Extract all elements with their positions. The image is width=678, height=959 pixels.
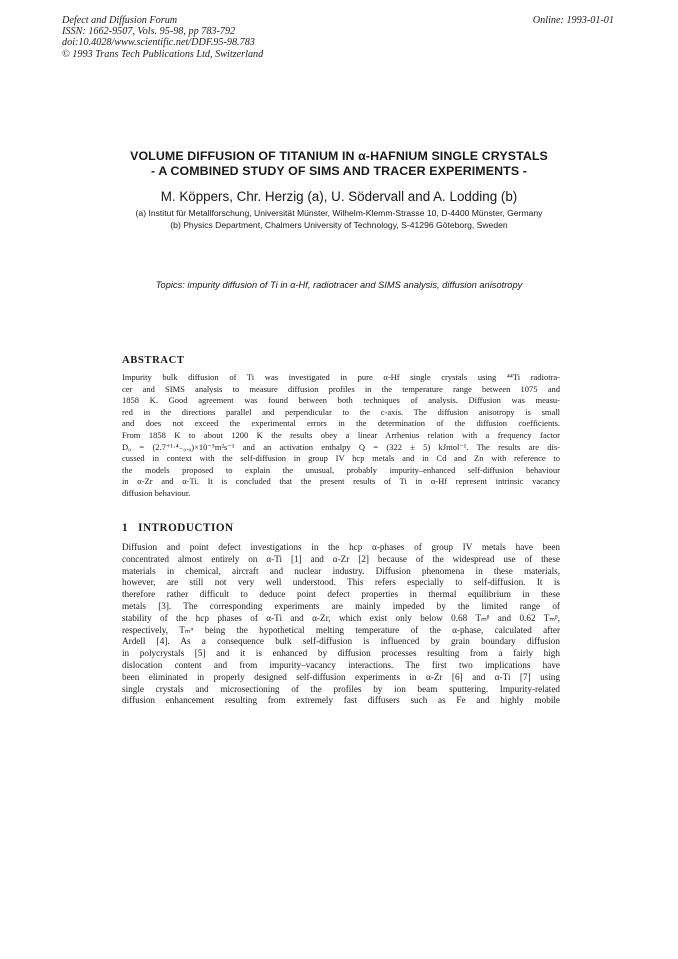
paper-title-line-1: VOLUME DIFFUSION OF TITANIUM IN α-HAFNIUM SINGLE CRYSTALS: [130, 149, 548, 163]
abstract-line: D₀ = (2.7⁺¹·⁴₋₀.₉)×10⁻⁵m²s⁻¹ and an activation enthalpy Q = (322 ± 5) kJmol⁻¹. The results are dis-: [122, 441, 560, 452]
intro-line: however, are still not very well understood. This refers especially to self-diffusion. It is: [122, 577, 560, 588]
intro-line: dislocation content and from impurity–vacancy interactions. The first two implications have: [122, 659, 560, 670]
intro-line: respectively, Tₘᵅ being the hypothetical melting temperature of the α-phase, calculated after: [122, 624, 560, 635]
abstract-line: diffusion behaviour.: [122, 487, 191, 498]
intro-line: in polycrystals [5] and it is enhanced by diffusion processes resulting from a fairly high: [122, 648, 560, 659]
abstract-line: 1858 K. Good agreement was found between both techniques of analysis. Diffusion was measu-: [122, 395, 560, 406]
copyright: © 1993 Trans Tech Publications Ltd, Switzerland: [62, 48, 264, 60]
intro-line: been eliminated in properly designed self-diffusion experiments in α-Zr [6] and α-Ti [7] using: [122, 671, 560, 682]
intro-line: diffusion enhancement resulting from extremely fast diffusers such as Fe and highly mobile: [122, 695, 560, 706]
intro-line: Diffusion and point defect investigations in the hcp α-phases of group IV metals have been: [122, 542, 560, 552]
intro-line: concentrated almost entirely on α-Ti [1] and α-Zr [2] because of the widespread use of these: [122, 553, 560, 564]
journal-citation-header: [62, 15, 263, 60]
abstract-line: in α-Zr and α-Ti. It is concluded that the present results of Ti in α-Hf represent intrinsic vacancy: [122, 476, 560, 487]
introduction-heading: [122, 522, 234, 534]
abstract-line: the models proposed to explain the unusual, probably impurity–enhanced self-diffusion behaviour: [122, 464, 560, 475]
abstract-line: cer and SIMS analysis to measure diffusion profiles in the temperature range between 1075 and: [122, 383, 560, 394]
intro-line: metals [3]. The corresponding experiments are mainly impeded by the limited range of: [122, 600, 560, 611]
intro-line: materials in chemical, aircraft and nuclear industry. Diffusion phenomena in these materials,: [122, 565, 560, 576]
online-date: Online: 1993-01-01: [532, 15, 614, 26]
abstract-line: cussed in context with the self-diffusion in group IV hcp metals and in Cd and Zn with reference to: [122, 453, 560, 464]
introduction-body: [122, 542, 560, 707]
affiliation-a: (a) Institut für Metallforschung, Universität Münster, Wilhelm-Klemm-Strasse 10, D-4400 Münster, Germany: [135, 208, 543, 218]
intro-line: stability of the hcp phases of α-Ti and α-Zr, which exist only below 0.68 Tₘᵝ and 0.62 Tₘᵝ,: [122, 612, 560, 623]
intro-line: therefore rather difficult to deduce point defect properties in thermal equilibrium in these: [122, 589, 560, 600]
abstract-line: From 1858 K to about 1200 K the results obey a linear Arrhenius relation with a frequency factor: [122, 429, 560, 440]
abstract-heading: ABSTRACT: [122, 355, 185, 366]
intro-line: single crystals and microsectioning of the profiles by ion beam sputtering. Impurity-related: [122, 683, 560, 694]
author-list: M. Köppers, Chr. Herzig (a), U. Södervall and A. Lodding (b): [160, 189, 518, 204]
topics-line: Topics: impurity diffusion of Ti in α-Hf, radiotracer and SIMS analysis, diffusion anisotropy: [155, 280, 523, 290]
issn-volume: ISSN: 1662-9507, Vols. 95-98, pp 783-792: [62, 26, 236, 38]
journal-name: Defect and Diffusion Forum: [62, 15, 178, 26]
abstract-body: [122, 372, 560, 500]
paper-title-line-2: - A COMBINED STUDY OF SIMS AND TRACER EXPERIMENTS -: [151, 164, 527, 178]
abstract-line: Impurity bulk diffusion of Ti was investigated in pure α-Hf single crystals using ⁴⁴Ti radiotra-: [122, 372, 560, 382]
abstract-line: and does not exceed the experimental errors in the determination of the diffusion coefficients.: [122, 418, 560, 429]
intro-line: Ardell [4]. As a consequence bulk self-diffusion is influenced by grain boundary diffusion: [122, 636, 560, 647]
doi: doi:10.4028/www.scientific.net/DDF.95-98.783: [62, 37, 255, 49]
affiliation-b: (b) Physics Department, Chalmers University of Technology, S-41296 Göteborg, Sweden: [170, 220, 508, 230]
abstract-line: red in the directions parallel and perpendicular to the c-axis. The diffusion anisotropy is small: [122, 406, 560, 417]
section-number: 1: [122, 522, 129, 534]
section-title: INTRODUCTION: [138, 522, 234, 534]
